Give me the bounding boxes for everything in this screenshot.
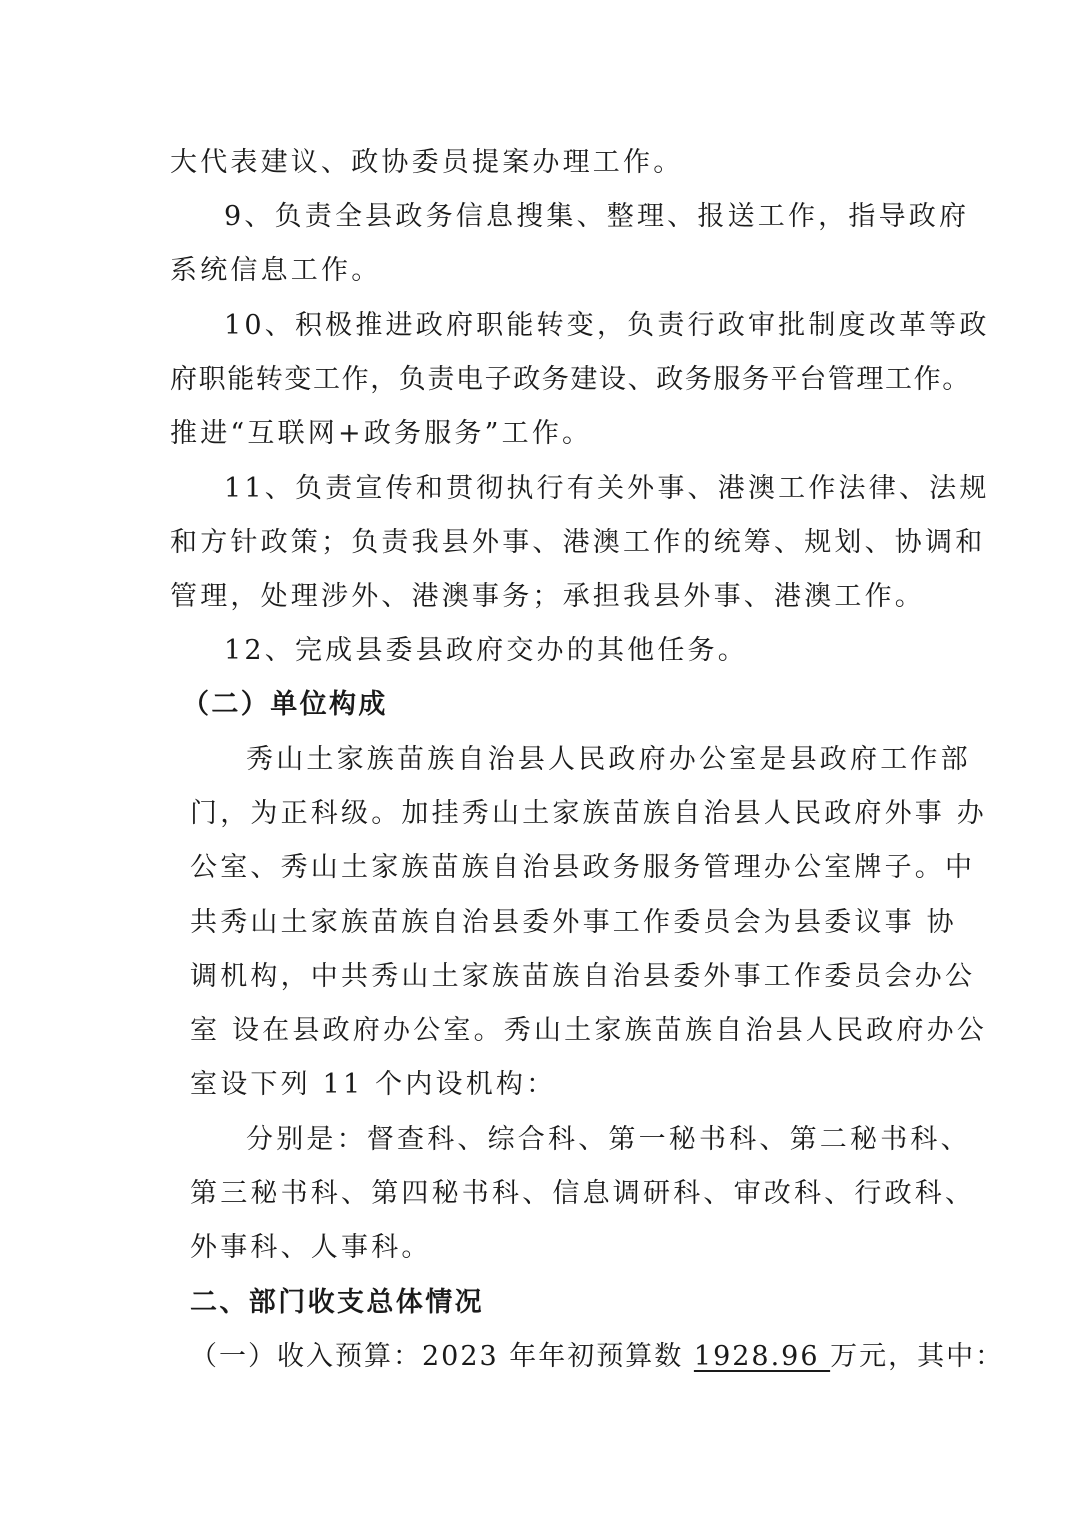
paragraph-line: 室设下列 11 个内设机构： [190, 1069, 557, 1100]
section-heading: （二）单位构成 [182, 689, 388, 720]
income-budget-line [190, 1339, 1004, 1375]
paragraph-line: 公室、秀山土家族苗族自治县政务服务管理办公室牌子。中 [190, 852, 976, 883]
paragraph-line: 分别是：督查科、综合科、第一秘书科、第二秘书科、 [246, 1124, 971, 1155]
paragraph-line: 和方针政策；负责我县外事、港澳工作的统筹、规划、协调和 [170, 527, 986, 558]
paragraph-line: 调机构，中共秀山土家族苗族自治县委外事工作委员会办公 [190, 961, 976, 992]
income-suffix: 万元，其中： [830, 1341, 1005, 1372]
paragraph-line: 府职能转变工作，负责电子政务建设、政务服务平台管理工作。 [170, 364, 971, 395]
paragraph-line: 11、负责宣传和贯彻执行有关外事、港澳工作法律、法规 [224, 473, 990, 504]
paragraph-line: 12、完成县委县政府交办的其他任务。 [224, 635, 748, 666]
income-amount: 1928.96 [693, 1341, 831, 1372]
income-prefix: （一）收入预算：2023 年年初预算数 [190, 1341, 694, 1372]
paragraph-line: 共秀山土家族苗族自治县委外事工作委员会为县委议事 协 [190, 907, 957, 938]
paragraph-line: 9、负责全县政务信息搜集、整理、报送工作，指导政府 [224, 201, 970, 232]
paragraph-line: 秀山土家族苗族自治县人民政府办公室是县政府工作部 [246, 744, 971, 775]
section-heading: 二、部门收支总体情况 [190, 1287, 484, 1318]
paragraph-line: 管理，处理涉外、港澳事务；承担我县外事、港澳工作。 [170, 581, 925, 612]
paragraph-line: 外事科、人事科。 [190, 1232, 432, 1263]
paragraph-line: 门，为正科级。加挂秀山土家族苗族自治县人民政府外事 办 [190, 798, 987, 829]
paragraph-line: 第三秘书科、第四秘书科、信息调研科、审改科、行政科、 [190, 1178, 976, 1209]
paragraph-line: 室 设在县政府办公室。秀山土家族苗族自治县人民政府办公 [190, 1015, 987, 1046]
paragraph-line: 大代表建议、政协委员提案办理工作。 [170, 147, 684, 178]
paragraph-line: 推进“互联网+政务服务”工作。 [170, 418, 593, 449]
paragraph-line: 10、积极推进政府职能转变，负责行政审批制度改革等政 [224, 310, 990, 341]
paragraph-line: 系统信息工作。 [170, 255, 382, 286]
